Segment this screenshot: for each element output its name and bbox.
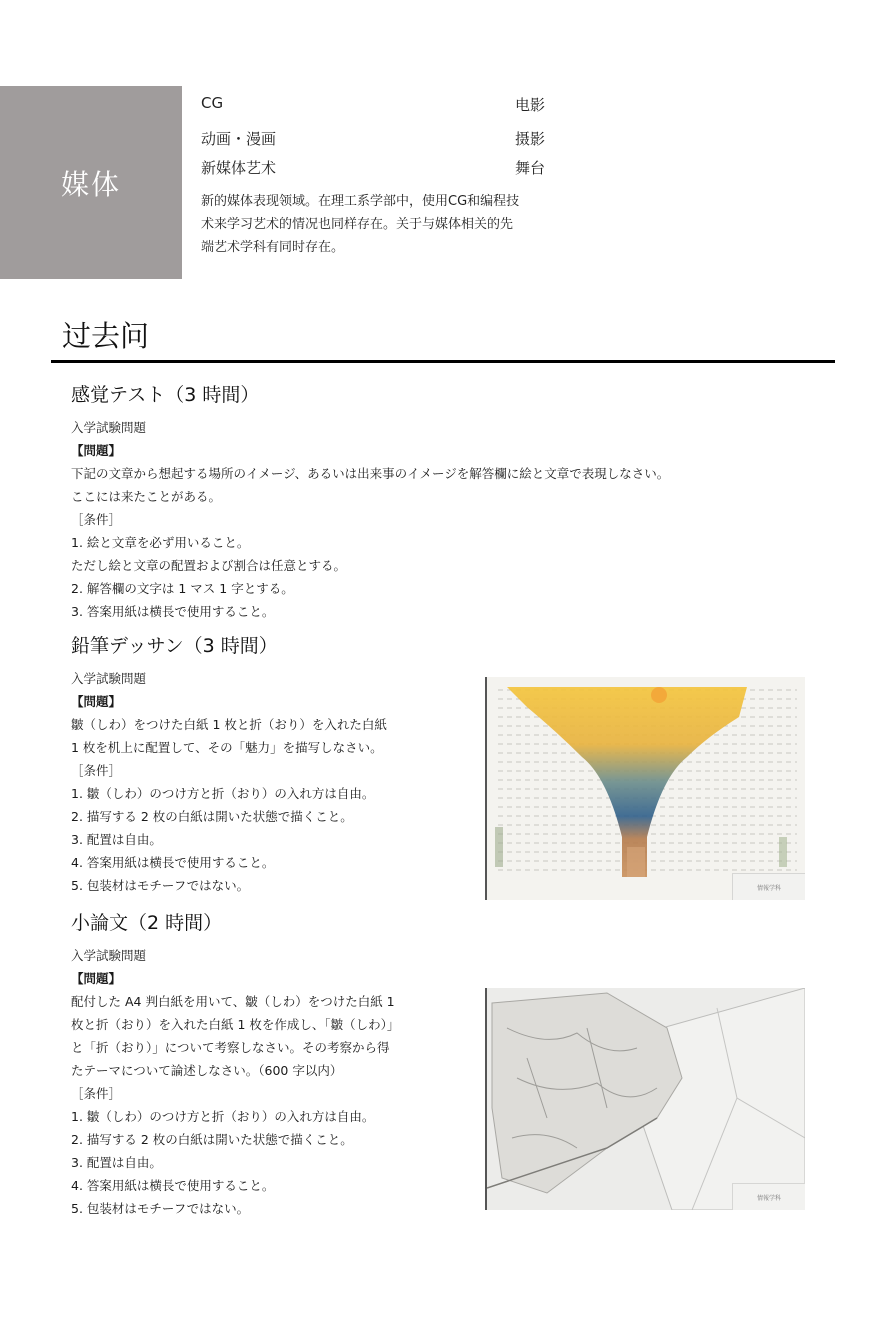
- exam-body-short-essay: [71, 944, 399, 1220]
- exam-line: 2. 描写する 2 枚の白紙は開いた状態で描くこと。: [71, 1132, 353, 1147]
- exam-line: ただし絵と文章の配置および割合は任意とする。: [71, 558, 347, 573]
- media-item-cg: CG: [201, 94, 224, 112]
- media-description-line: 新的媒体表现领域。在理工系学部中，使用CG和编程技: [201, 194, 520, 209]
- section-divider: [51, 360, 835, 363]
- image-caption-tag: 情報学科: [732, 1183, 805, 1210]
- exam-line: 枚と折（おり）を入れた白紙 1 枚を作成し、「皺（しわ）」: [71, 1017, 400, 1032]
- media-description-line: 术来学习艺术的情况也同样存在。关于与媒体相关的先: [201, 217, 514, 232]
- exam-line: 【問題】: [71, 443, 122, 458]
- media-item-animation-manga: 动画・漫画: [201, 130, 277, 148]
- exam-line: 1. 皺（しわ）のつけ方と折（おり）の入れ方は自由。: [71, 1109, 375, 1124]
- media-description: [201, 190, 553, 259]
- exam-drawing-image: [485, 988, 805, 1210]
- exam-title-short-essay: 小論文（2 時間）: [71, 912, 223, 934]
- past-exams-title: 过去问: [62, 319, 150, 353]
- exam-line: 1 枚を机上に配置して、その「魅力」を描写しなさい。: [71, 740, 383, 755]
- exam-body-pencil-drawing: [71, 667, 387, 897]
- exam-line: 配付した A4 判白紙を用いて、皺（しわ）をつけた白紙 1: [71, 994, 395, 1009]
- exam-line: 3. 答案用紙は横長で使用すること。: [71, 604, 275, 619]
- exam-line: 3. 配置は自由。: [71, 1155, 162, 1170]
- media-item-new-media-art: 新媒体艺术: [201, 159, 277, 177]
- exam-line: 3. 配置は自由。: [71, 832, 162, 847]
- media-item-photography: 摄影: [515, 130, 546, 148]
- exam-line: 2. 描写する 2 枚の白紙は開いた状態で描くこと。: [71, 809, 353, 824]
- exam-line: 4. 答案用紙は横長で使用すること。: [71, 1178, 275, 1193]
- exam-line: 【問題】: [71, 694, 122, 709]
- exam-line: 【問題】: [71, 971, 122, 986]
- media-description-line: 端艺术学科有同时存在。: [201, 240, 345, 255]
- exam-line: たテーマについて論述しなさい。（600 字以内）: [71, 1063, 343, 1078]
- exam-line: 1. 絵と文章を必ず用いること。: [71, 535, 250, 550]
- exam-line: 入学試験問題: [71, 948, 147, 963]
- exam-line: 皺（しわ）をつけた白紙 1 枚と折（おり）を入れた白紙: [71, 717, 387, 732]
- exam-line: 2. 解答欄の文字は 1 マス 1 字とする。: [71, 581, 294, 596]
- exam-line: ［条件］: [71, 763, 122, 778]
- exam-line: と「折（おり）」について考察しなさい。その考察から得: [71, 1040, 390, 1055]
- exam-line: 5. 包装材はモチーフではない。: [71, 878, 250, 893]
- exam-line: 下記の文章から想起する場所のイメージ、あるいは出来事のイメージを解答欄に絵と文章で表現しなさい。: [71, 466, 670, 481]
- exam-line: ［条件］: [71, 1086, 122, 1101]
- exam-line: 1. 皺（しわ）のつけ方と折（おり）の入れ方は自由。: [71, 786, 375, 801]
- exam-line: 入学試験問題: [71, 671, 147, 686]
- media-heading-box: [0, 86, 182, 279]
- image-caption-tag: 情報学科: [732, 873, 805, 900]
- exam-title-sensory-test: 感覚テスト（3 時間）: [71, 384, 260, 406]
- media-heading: 媒体: [60, 167, 121, 201]
- exam-line: 4. 答案用紙は横長で使用すること。: [71, 855, 275, 870]
- exam-line: 5. 包装材はモチーフではない。: [71, 1201, 250, 1216]
- exam-body-sensory-test: [71, 416, 669, 623]
- artwork-illustration: [487, 677, 805, 900]
- exam-line: 入学試験問題: [71, 420, 147, 435]
- exam-line: ここには来たことがある。: [71, 489, 222, 504]
- media-item-stage: 舞台: [515, 159, 546, 177]
- media-item-film: 电影: [515, 96, 546, 114]
- exam-artwork-image: [485, 677, 805, 900]
- pencil-drawing-illustration: [487, 988, 805, 1210]
- exam-line: ［条件］: [71, 512, 122, 527]
- exam-title-pencil-drawing: 鉛筆デッサン（3 時間）: [71, 635, 278, 657]
